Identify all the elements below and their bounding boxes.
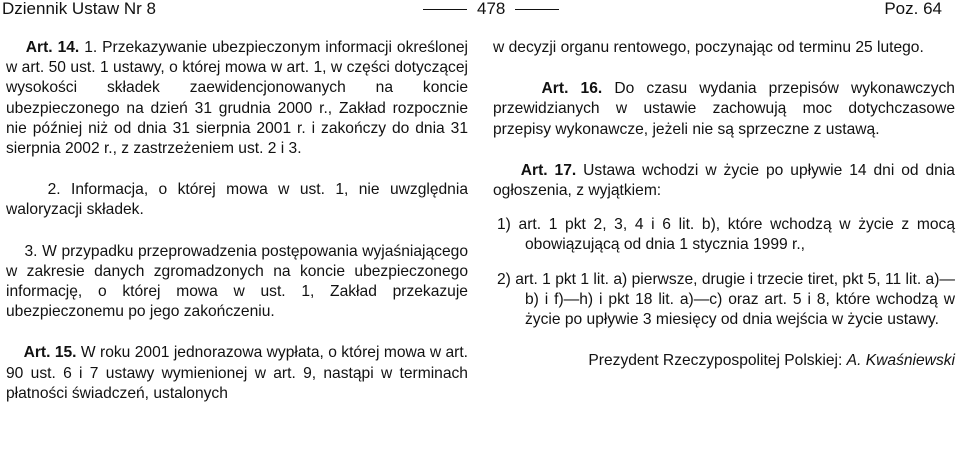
dash-left (423, 9, 467, 10)
signature-name: A. Kwaśniewski (846, 352, 955, 370)
continuation-paragraph: w decyzji organu rentowego, poczynając od terminu 25 lutego. (493, 39, 924, 56)
signature-title: Prezydent Rzeczypospolitej Polskiej: (588, 352, 847, 370)
left-column (6, 38, 468, 404)
dash-right (515, 9, 559, 10)
art15-label: Art. 15. (23, 344, 77, 362)
exception-item-1: 1) art. 1 pkt 2, 3, 4 i 6 lit. b), które wchodzą w życie z mocą obowiązującą od dnia 1 stycznia 1999 r., (497, 216, 955, 254)
page-number: 478 (477, 0, 506, 18)
signature-line (493, 351, 955, 371)
art16-paragraph (493, 79, 955, 140)
exception-item-2: 2) art. 1 pkt 1 lit. a) pierwsze, drugie i trzecie tiret, pkt 5, 11 lit. a)—b) i f)—h) i pkt 18 lit. a)—c) oraz art. 5 i 8, które wchodzą w życie po upływie 3 miesięcy od dnia wejścia w życie ustawy. (497, 270, 955, 329)
page-number-block (413, 0, 569, 19)
art14-text-1: 1. Przekazywanie ubezpieczonym informacji określonej w art. 50 ust. 1 ustawy, o której mowa w art. 1, w części dotyczącej wysokości składek zaewidencjonowanych na koncie ubezpieczonego na dzień 31 grudnia 2000 r., Zakład rozpocznie nie później niż od dnia 31 sierpnia 2001 r. i zakończy do dnia 31 sierpnia 2002 r., z zastrzeżeniem ust. 2 i 3. (6, 39, 468, 158)
art14-paragraph-3 (6, 242, 468, 323)
art14-text-3: 3. W przypadku przeprowadzenia postępowania wyjaśniającego w zakresie danych zgromadzonych na koncie ubezpieczonego informację, o której mowa w ust. 1, Zakład przekazuje ubezpieczonemu po jego zakończeniu. (6, 242, 468, 321)
art14-text-2: 2. Informacja, o której mowa w ust. 1, nie uwzględnia waloryzacji składek. (6, 181, 468, 219)
art14-paragraph-2 (6, 180, 468, 220)
art14-label: Art. 14. (25, 39, 80, 56)
art15-text: W roku 2001 jednorazowa wypłata, o której mowa w art. 90 ust. 6 i 7 ustawy wymienionej w art. 9, nastąpi w terminach płatności świadczeń, ustalonych (6, 344, 468, 402)
art16-label: Art. 16. (541, 80, 603, 98)
art17-text: Ustawa wchodzi w życie po upływie 14 dni od dnia ogłoszenia, z wyjątkiem: (493, 161, 955, 200)
art15-paragraph (6, 343, 468, 404)
art17-paragraph (493, 161, 955, 201)
journal-title: Dziennik Ustaw Nr 8 (2, 0, 156, 18)
art14-paragraph-1 (6, 38, 468, 159)
right-column (493, 38, 955, 371)
position-number: Poz. 64 (884, 0, 942, 18)
page-header (0, 0, 959, 24)
art17-label: Art. 17. (520, 161, 577, 179)
art16-text: Do czasu wydania przepisów wykonawczych przewidzianych w ustawie zachowują moc dotychczasowe przepisy wykonawcze, jeżeli nie są sprzeczne z ustawą. (493, 80, 955, 138)
